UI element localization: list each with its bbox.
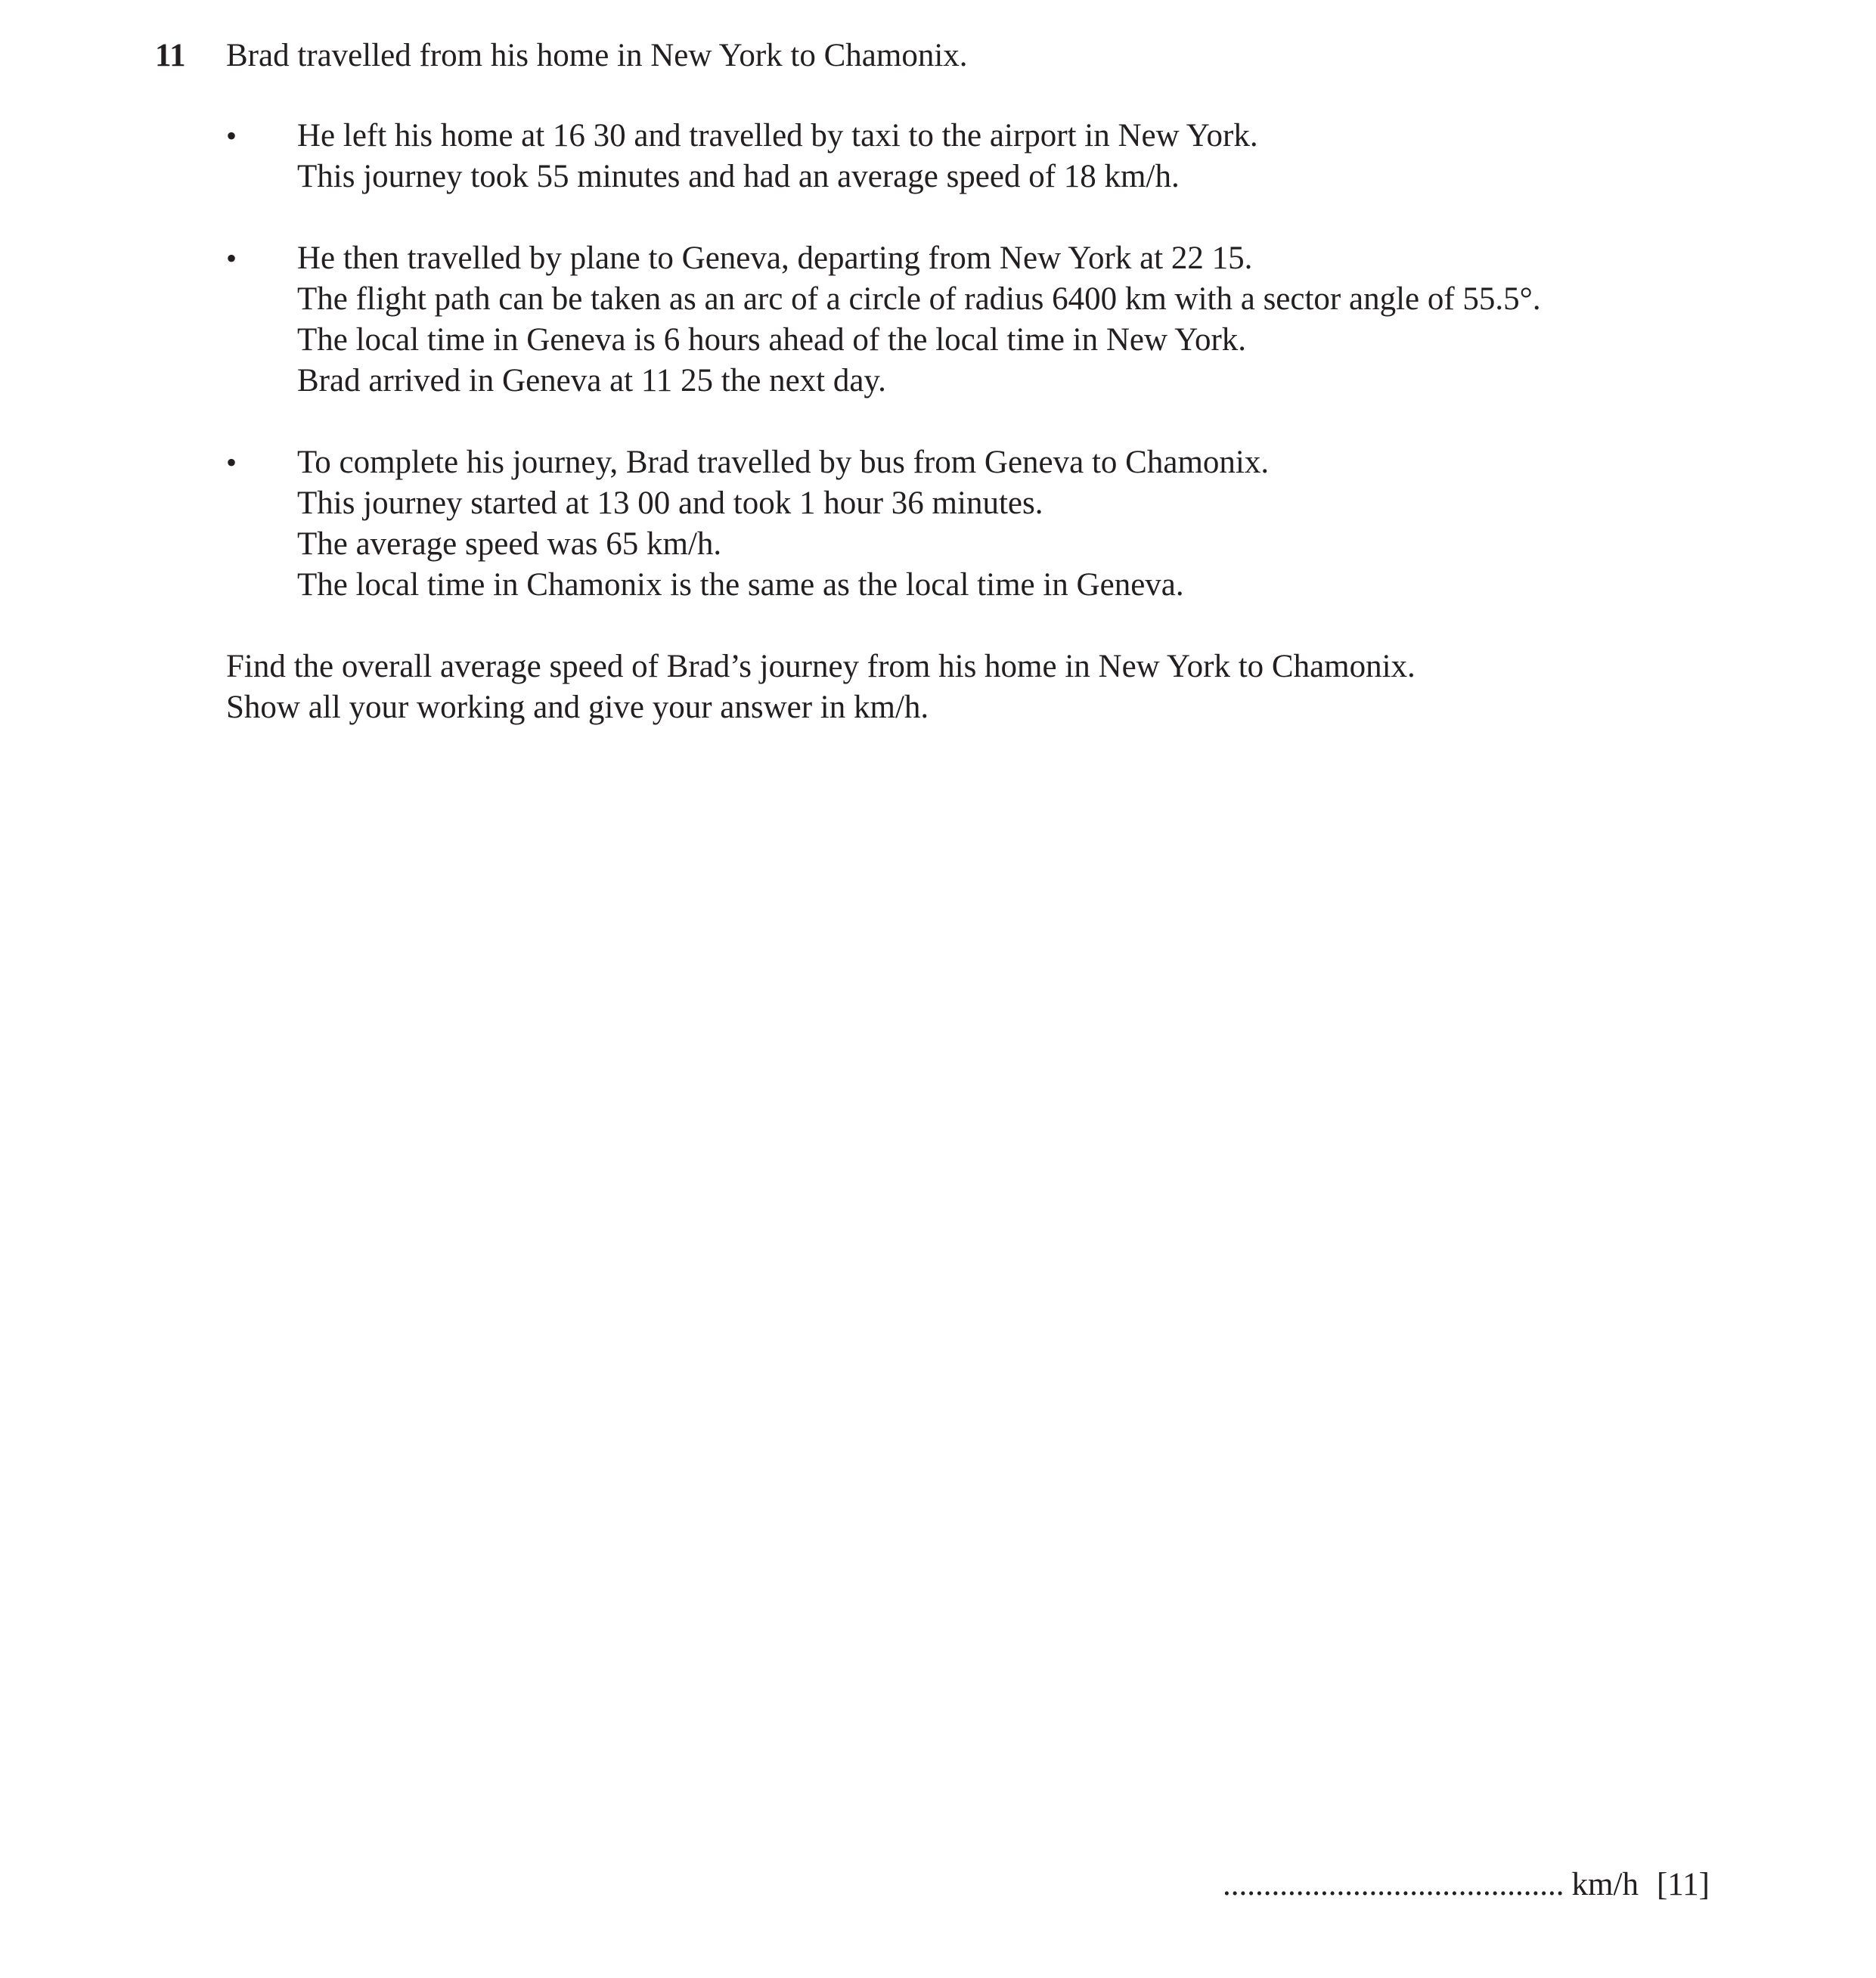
bullet-line: The flight path can be taken as an arc of a circle of radius 6400 km with a sector angle of 55.5°. bbox=[297, 281, 1541, 317]
bullet-line: This journey started at 13 00 and took 1 hour 36 minutes. bbox=[297, 485, 1043, 521]
bullet-line: The local time in Geneva is 6 hours ahead of the local time in New York. bbox=[297, 322, 1247, 358]
question-task bbox=[226, 646, 1416, 728]
answer-line[interactable] bbox=[1223, 1862, 1710, 1908]
bullet-marker: • bbox=[226, 241, 237, 275]
bullet-text bbox=[297, 442, 1269, 606]
bullet-marker: • bbox=[226, 445, 237, 479]
task-line: Show all your working and give your answer in km/h. bbox=[226, 690, 929, 725]
question-number: 11 bbox=[155, 38, 186, 73]
bullet-line: The local time in Chamonix is the same as the local time in Geneva. bbox=[297, 567, 1184, 603]
bullet-line: He left his home at 16 30 and travelled by taxi to the airport in New York. bbox=[297, 118, 1258, 153]
marks-label: [11] bbox=[1656, 1867, 1710, 1902]
bullet-line: He then travelled by plane to Geneva, departing from New York at 22 15. bbox=[297, 240, 1253, 276]
bullet-text bbox=[297, 116, 1258, 197]
bullet-line: This journey took 55 minutes and had an average speed of 18 km/h. bbox=[297, 159, 1180, 194]
bullet-marker: • bbox=[226, 119, 237, 153]
answer-unit: km/h bbox=[1571, 1867, 1639, 1902]
bullet-line: To complete his journey, Brad travelled by bus from Geneva to Chamonix. bbox=[297, 445, 1270, 480]
question-intro: Brad travelled from his home in New York to Chamonix. bbox=[226, 38, 968, 73]
bullet-text bbox=[297, 238, 1541, 401]
task-line: Find the overall average speed of Brad’s journey from his home in New York to Chamonix. bbox=[226, 649, 1416, 684]
answer-dots[interactable]: .......................................... bbox=[1223, 1867, 1564, 1902]
bullet-line: Brad arrived in Geneva at 11 25 the next day. bbox=[297, 363, 886, 398]
bullet-line: The average speed was 65 km/h. bbox=[297, 526, 722, 562]
